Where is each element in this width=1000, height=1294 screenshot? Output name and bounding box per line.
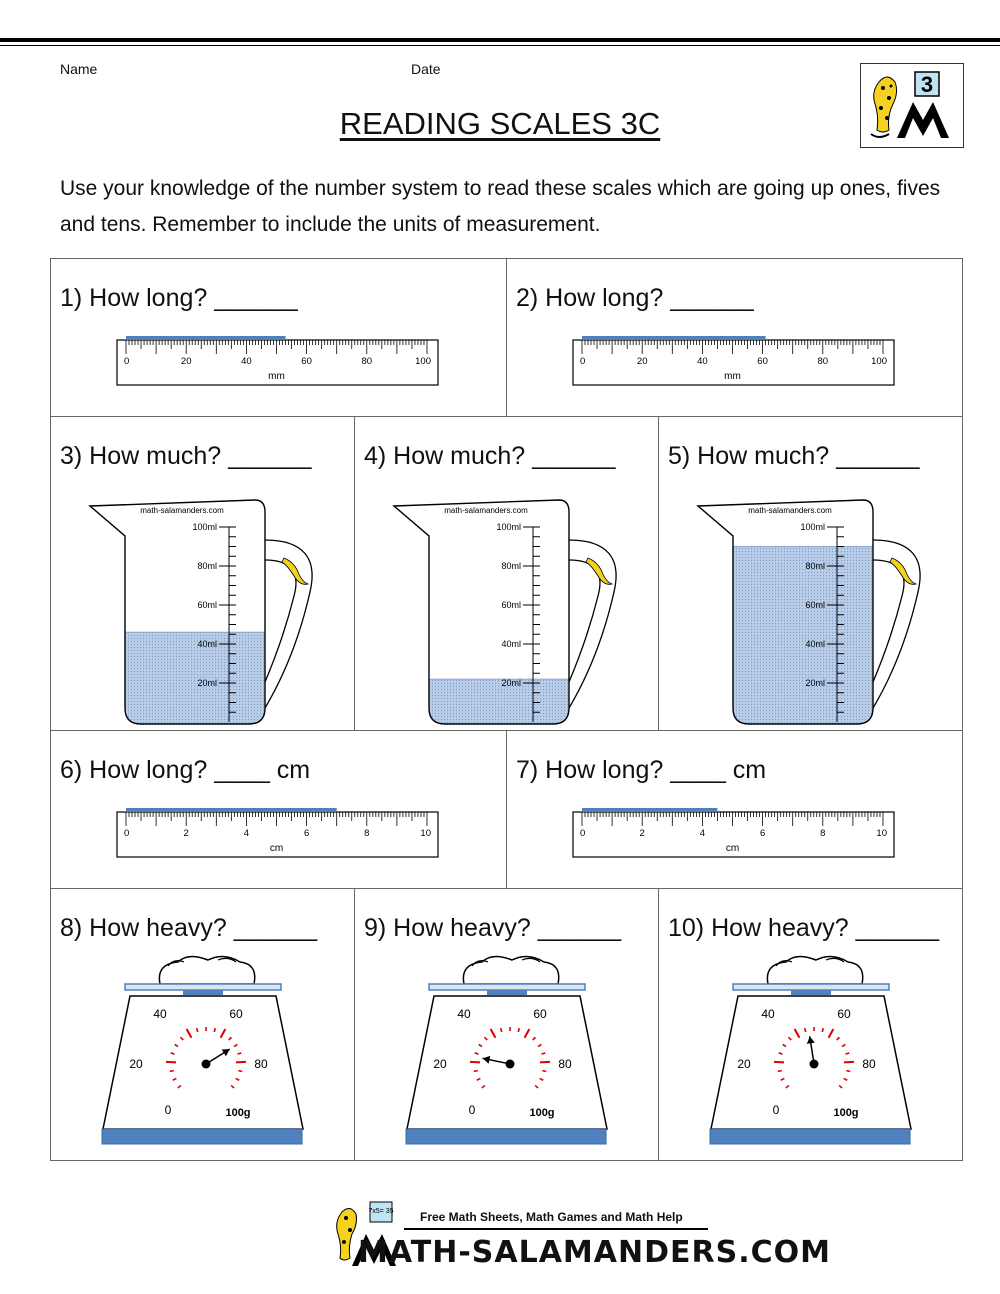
ruler-tick-label: 8 (364, 828, 370, 839)
scale-8 (98, 954, 308, 1150)
jug-tick-label: 60ml (805, 600, 825, 610)
ruler-tick-label: 4 (699, 828, 706, 839)
question-10-label: 10) How heavy? ______ (668, 914, 940, 942)
dial-tick (774, 1062, 784, 1063)
top-rule-thin (0, 45, 1000, 46)
jug-tick-label: 20ml (805, 678, 825, 688)
salamander-icon (586, 558, 612, 584)
top-rule (0, 38, 1000, 42)
measured-bar (582, 336, 766, 340)
ruler-7 (572, 800, 897, 860)
date-label: Date (411, 61, 441, 77)
dial-tick (518, 1028, 519, 1032)
ruler-tick-label: 100 (871, 356, 887, 367)
scale-pan (125, 984, 281, 990)
dial-label: 0 (772, 1103, 780, 1117)
dial-label: 60 (533, 1007, 547, 1021)
jug-brand: math-salamanders.com (444, 506, 528, 515)
jug-tick-label: 80ml (197, 561, 217, 571)
ruler-tick-label: 100 (415, 356, 431, 367)
dial-label: 80 (254, 1057, 268, 1071)
ruler-tick-label: 0 (124, 828, 130, 839)
ruler-tick-label: 0 (580, 356, 586, 367)
scale-stem (487, 990, 527, 995)
footer-logo-text: 7x5= 35 (368, 1208, 394, 1215)
jug-tick-label: 60ml (501, 600, 521, 610)
ruler-tick-label: 2 (183, 828, 189, 839)
jug-tick-label: 100ml (800, 522, 825, 532)
scale-stem (791, 990, 831, 995)
dial-tick (214, 1028, 215, 1032)
dial-center (506, 1060, 515, 1069)
footer-brand: MATH-SALAMANDERS.COM (358, 1235, 831, 1270)
dial-tick (170, 1071, 174, 1072)
question-7-label: 7) How long? ____ cm (516, 756, 767, 784)
question-8-label: 8) How heavy? ______ (60, 914, 318, 942)
ruler-unit-label: mm (724, 371, 741, 382)
scale-stem (183, 990, 223, 995)
question-3-label: 3) How much? ______ (60, 442, 312, 470)
ruler-1 (116, 328, 441, 388)
ruler-tick-label: 0 (580, 828, 586, 839)
dial-label: 100g (833, 1107, 859, 1119)
weighed-object (463, 956, 558, 984)
weighed-object (159, 956, 254, 984)
dial-tick (474, 1071, 478, 1072)
jug-liquid (429, 679, 569, 724)
scale-base (102, 1129, 302, 1144)
dial-tick (197, 1028, 198, 1032)
jug-4 (392, 496, 622, 728)
ruler-tick-label: 40 (697, 356, 708, 367)
dial-center (202, 1060, 211, 1069)
ruler-tick-label: 20 (180, 356, 192, 367)
instructions: Use your knowledge of the number system to read these scales which are going up ones, fives and tens. Remember to include the units of measurement. (60, 177, 941, 236)
name-label: Name (60, 61, 98, 77)
scale-pan (429, 984, 585, 990)
grade-number: 3 (920, 72, 934, 97)
question-6-label: 6) How long? ____ cm (60, 756, 311, 784)
ruler-tick-label: 6 (759, 828, 766, 839)
dial-label: 0 (468, 1103, 476, 1117)
jug-liquid (733, 547, 873, 725)
jug-tick-label: 80ml (501, 561, 521, 571)
jug-5 (696, 496, 926, 728)
ruler-tick-label: 8 (820, 828, 826, 839)
jug-handle-inner (569, 560, 600, 682)
scale-base (406, 1129, 606, 1144)
jug-brand: math-salamanders.com (748, 506, 832, 515)
ruler-tick-label: 6 (303, 828, 310, 839)
jug-3 (88, 496, 318, 728)
scale-10 (706, 954, 916, 1150)
jug-handle-inner (265, 560, 296, 682)
dial-tick (805, 1028, 806, 1032)
dial-tick (846, 1071, 850, 1072)
dial-label: 20 (433, 1057, 447, 1071)
dial-tick (844, 1062, 854, 1063)
jug-brand: math-salamanders.com (140, 506, 224, 515)
dial-label: 60 (837, 1007, 851, 1021)
jug-liquid (125, 632, 265, 724)
salamander-icon (282, 558, 308, 584)
jug-tick-label: 40ml (805, 639, 825, 649)
dial-label: 80 (862, 1057, 876, 1071)
jug-tick-label: 80ml (805, 561, 825, 571)
dial-tick (470, 1062, 480, 1063)
measured-bar (126, 808, 337, 812)
ruler-tick-label: 4 (243, 828, 250, 839)
dial-label: 40 (761, 1007, 775, 1021)
scale-pan (733, 984, 889, 990)
ruler-unit-label: cm (725, 843, 740, 854)
dial-tick (238, 1071, 242, 1072)
dial-tick (822, 1028, 823, 1032)
dial-tick (542, 1071, 546, 1072)
ruler-2 (572, 328, 897, 388)
ruler-6 (116, 800, 441, 860)
dial-label: 80 (558, 1057, 572, 1071)
measured-bar (126, 336, 286, 340)
dial-tick (501, 1028, 502, 1032)
ruler-tick-label: 60 (757, 356, 768, 367)
dial-label: 100g (529, 1107, 555, 1119)
dial-label: 40 (153, 1007, 167, 1021)
jug-tick-label: 60ml (197, 600, 217, 610)
question-grid (50, 258, 963, 1161)
grade-logo (860, 63, 964, 148)
ruler-unit-label: cm (269, 843, 284, 854)
dial-tick (166, 1062, 176, 1063)
dial-label: 40 (457, 1007, 471, 1021)
dial-label: 0 (164, 1103, 172, 1117)
page-title: READING SCALES 3C (339, 106, 661, 141)
ruler-tick-label: 10 (420, 828, 431, 839)
dial-tick (778, 1071, 782, 1072)
ruler-tick-label: 10 (876, 828, 887, 839)
dial-label: 20 (129, 1057, 143, 1071)
ruler-tick-label: 20 (636, 356, 648, 367)
jug-tick-label: 20ml (501, 678, 521, 688)
weighed-object (767, 956, 862, 984)
footer-rule (404, 1228, 708, 1230)
ruler-tick-label: 80 (817, 356, 829, 367)
question-5-label: 5) How much? ______ (668, 442, 920, 470)
scale-9 (402, 954, 612, 1150)
dial-label: 60 (229, 1007, 243, 1021)
jug-handle-inner (873, 560, 904, 682)
salamander-icon (890, 558, 916, 584)
jug-tick-label: 40ml (501, 639, 521, 649)
scale-base (710, 1129, 910, 1144)
ruler-tick-label: 80 (361, 356, 373, 367)
ruler-tick-label: 40 (241, 356, 252, 367)
dial-label: 20 (737, 1057, 751, 1071)
dial-label: 100g (225, 1107, 251, 1119)
dial-tick (540, 1062, 550, 1063)
ruler-tick-label: 60 (301, 356, 312, 367)
ruler-unit-label: mm (268, 371, 285, 382)
question-1-label: 1) How long? ______ (60, 284, 298, 312)
dial-tick (236, 1062, 246, 1063)
jug-tick-label: 100ml (192, 522, 217, 532)
ruler-tick-label: 0 (124, 356, 130, 367)
jug-tick-label: 40ml (197, 639, 217, 649)
question-2-label: 2) How long? ______ (516, 284, 754, 312)
question-9-label: 9) How heavy? ______ (364, 914, 622, 942)
jug-tick-label: 20ml (197, 678, 217, 688)
jug-tick-label: 100ml (496, 522, 521, 532)
measured-bar (582, 808, 717, 812)
footer-tagline: Free Math Sheets, Math Games and Math Help (420, 1210, 683, 1224)
dial-center (810, 1060, 819, 1069)
ruler-tick-label: 2 (639, 828, 645, 839)
question-4-label: 4) How much? ______ (364, 442, 616, 470)
